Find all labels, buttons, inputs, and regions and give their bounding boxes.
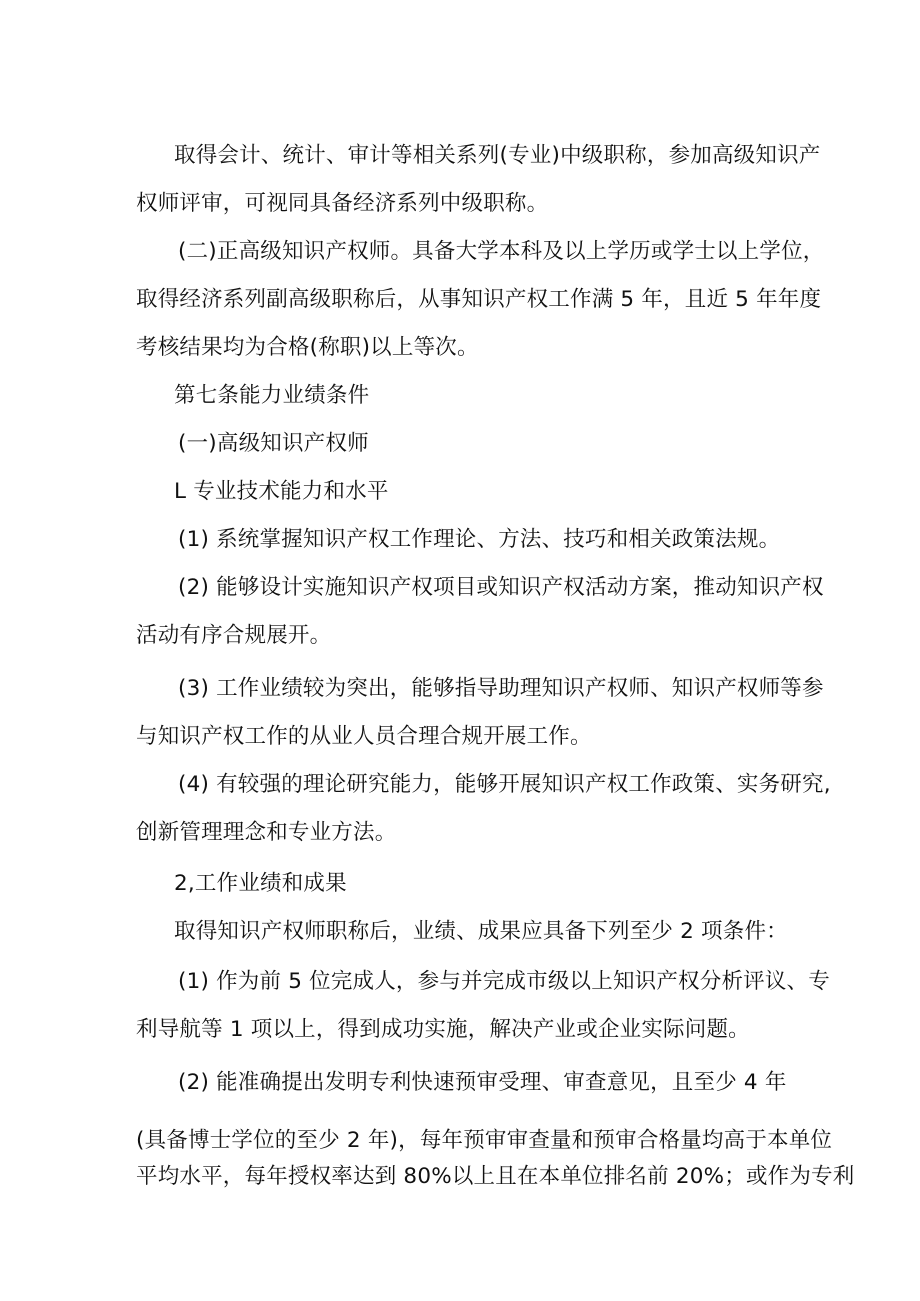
paragraph-line: 平均水平，每年授权率达到 80%以上且在本单位排名前 20%；或作为专利	[136, 1163, 855, 1189]
paragraph-line: 权师评审，可视同具备经济系列中级职称。	[136, 190, 549, 216]
subsection-heading: 2,工作业绩和成果	[174, 870, 347, 896]
paragraph-line: 与知识产权工作的从业人员合理合规开展工作。	[136, 723, 592, 749]
paragraph-line: 取得知识产权师职称后，业绩、成果应具备下列至少 2 项条件：	[174, 918, 788, 944]
paragraph-line: (二)正高级知识产权师。具备大学本科及以上学历或学士以上学位，	[178, 238, 825, 264]
section-heading: 第七条能力业绩条件	[174, 382, 370, 408]
paragraph-line: 取得会计、统计、审计等相关系列(专业)中级职称，参加高级知识产	[174, 142, 821, 168]
paragraph-line: (具备博士学位的至少 2 年)，每年预审审查量和预审合格量均高于本单位	[136, 1127, 833, 1153]
subsection-heading: L 专业技术能力和水平	[174, 478, 389, 504]
paragraph-line: 考核结果均为合格(称职)以上等次。	[136, 334, 479, 360]
paragraph-line: 活动有序合规展开。	[136, 622, 332, 648]
paragraph-line: (2) 能准确提出发明专利快速预审受理、审查意见，且至少 4 年	[178, 1069, 787, 1095]
paragraph-line: (3) 工作业绩较为突出，能够指导助理知识产权师、知识产权师等参	[178, 675, 824, 701]
subsection-heading: (一)高级知识产权师	[178, 430, 369, 456]
paragraph-line: (1) 作为前 5 位完成人，参与并完成市级以上知识产权分析评议、专	[178, 968, 830, 994]
paragraph-line: (2) 能够设计实施知识产权项目或知识产权活动方案，推动知识产权	[178, 574, 824, 600]
paragraph-line: 利导航等 1 项以上，得到成功实施，解决产业或企业实际问题。	[136, 1016, 750, 1042]
paragraph-line: 创新管理理念和专业方法。	[136, 819, 397, 845]
paragraph-line: 取得经济系列副高级职称后，从事知识产权工作满 5 年，且近 5 年年度	[136, 286, 822, 312]
paragraph-line: (1) 系统掌握知识产权工作理论、方法、技巧和相关政策法规。	[178, 526, 781, 552]
paragraph-line: (4) 有较强的理论研究能力，能够开展知识产权工作政策、实务研究,	[178, 771, 831, 797]
